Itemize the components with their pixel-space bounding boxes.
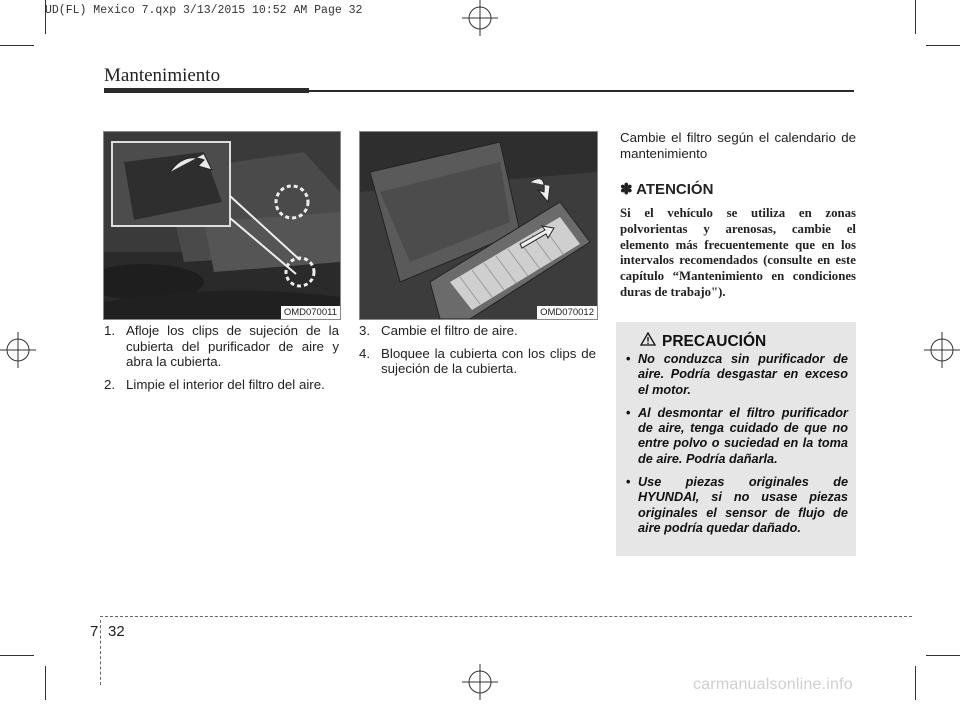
registration-mark-icon bbox=[462, 0, 498, 36]
caution-item: • Use piezas originales de HYUNDAI, si no usase piezas originales el sensor de flujo de aire podría quedar dañado. bbox=[626, 475, 848, 535]
crop-mark bbox=[926, 655, 960, 656]
steps-list-left bbox=[104, 323, 339, 399]
caution-item: • Al desmontar el filtro purificador de aire, tenga cuidado de que no entre polvo o suciedad en la toma de aire. Podría dañarla. bbox=[626, 405, 848, 466]
step-item bbox=[359, 323, 596, 339]
chapter-number: 7 bbox=[90, 623, 99, 640]
crop-mark bbox=[45, 666, 46, 700]
registration-mark-icon bbox=[924, 332, 960, 368]
caution-title: PRECAUCIÓN bbox=[662, 332, 767, 350]
caution-text: No conduzca sin purificador de aire. Podría desgastar en exceso el motor. bbox=[638, 352, 848, 397]
step-text: Limpie el interior del filtro del aire. bbox=[126, 376, 325, 392]
step-number: 1. bbox=[104, 323, 116, 338]
intro-text: Cambie el filtro según el calendario de mantenimiento bbox=[620, 130, 856, 161]
step-item bbox=[359, 346, 596, 377]
step-number: 4. bbox=[359, 345, 371, 361]
section-title: Mantenimiento bbox=[104, 65, 221, 86]
crop-mark bbox=[915, 666, 916, 700]
caution-text: Al desmontar el filtro purificador de aire, tenga cuidado de que no entre polvo o suciedad en la toma de aire. Podría dañarla. bbox=[638, 405, 848, 466]
crop-mark bbox=[926, 45, 960, 46]
caution-header bbox=[640, 332, 766, 351]
page-number: 32 bbox=[108, 623, 125, 640]
step-text: Cambie el filtro de aire. bbox=[381, 323, 518, 338]
footer-rule bbox=[100, 616, 912, 617]
engine-photo-illustration bbox=[104, 132, 340, 319]
step-text: Afloje los clips de sujeción de la cubierta del purificador de aire y abra la cubierta. bbox=[126, 323, 339, 369]
crop-mark bbox=[915, 0, 916, 34]
figure-code: OMD070011 bbox=[281, 306, 340, 319]
step-text: Bloquee la cubierta con los clips de sujeción de la cubierta. bbox=[381, 345, 596, 376]
figure-code: OMD070012 bbox=[537, 306, 597, 319]
figure-air-filter-replace bbox=[359, 131, 598, 320]
title-rule bbox=[104, 88, 854, 93]
crop-mark bbox=[0, 45, 34, 46]
attention-body: Si el vehículo se utiliza en zonas polvorientas y arenosas, cambie el elemento más frecuentemente que en los intervalos recomendados (consulte en este capítulo “Mantenimiento en condiciones duras de trabajo"). bbox=[620, 206, 856, 299]
caution-list bbox=[626, 352, 848, 544]
registration-mark-icon bbox=[0, 332, 36, 368]
step-item bbox=[104, 377, 339, 393]
caution-item: • No conduzca sin purificador de aire. Podría desgastar en exceso el motor. bbox=[626, 352, 848, 397]
figure-air-cleaner-clips bbox=[103, 131, 341, 320]
attention-title: ✽ ATENCIÓN bbox=[620, 181, 714, 198]
caution-text: Use piezas originales de HYUNDAI, si no usase piezas originales el sensor de flujo de aire podría quedar dañado. bbox=[638, 475, 848, 535]
filter-photo-illustration bbox=[360, 132, 597, 319]
step-item bbox=[104, 323, 339, 370]
steps-list-mid bbox=[359, 323, 596, 384]
watermark: carmanualsonline.info bbox=[693, 676, 853, 693]
warning-triangle-icon bbox=[640, 332, 656, 351]
registration-mark-icon bbox=[462, 664, 498, 700]
crop-mark bbox=[0, 655, 34, 656]
caution-box bbox=[616, 322, 856, 556]
file-header: UD(FL) Mexico 7.qxp 3/13/2015 10:52 AM Page 32 bbox=[45, 4, 363, 17]
step-number: 2. bbox=[104, 376, 116, 392]
footer-divider bbox=[100, 620, 101, 685]
step-number: 3. bbox=[359, 323, 371, 338]
